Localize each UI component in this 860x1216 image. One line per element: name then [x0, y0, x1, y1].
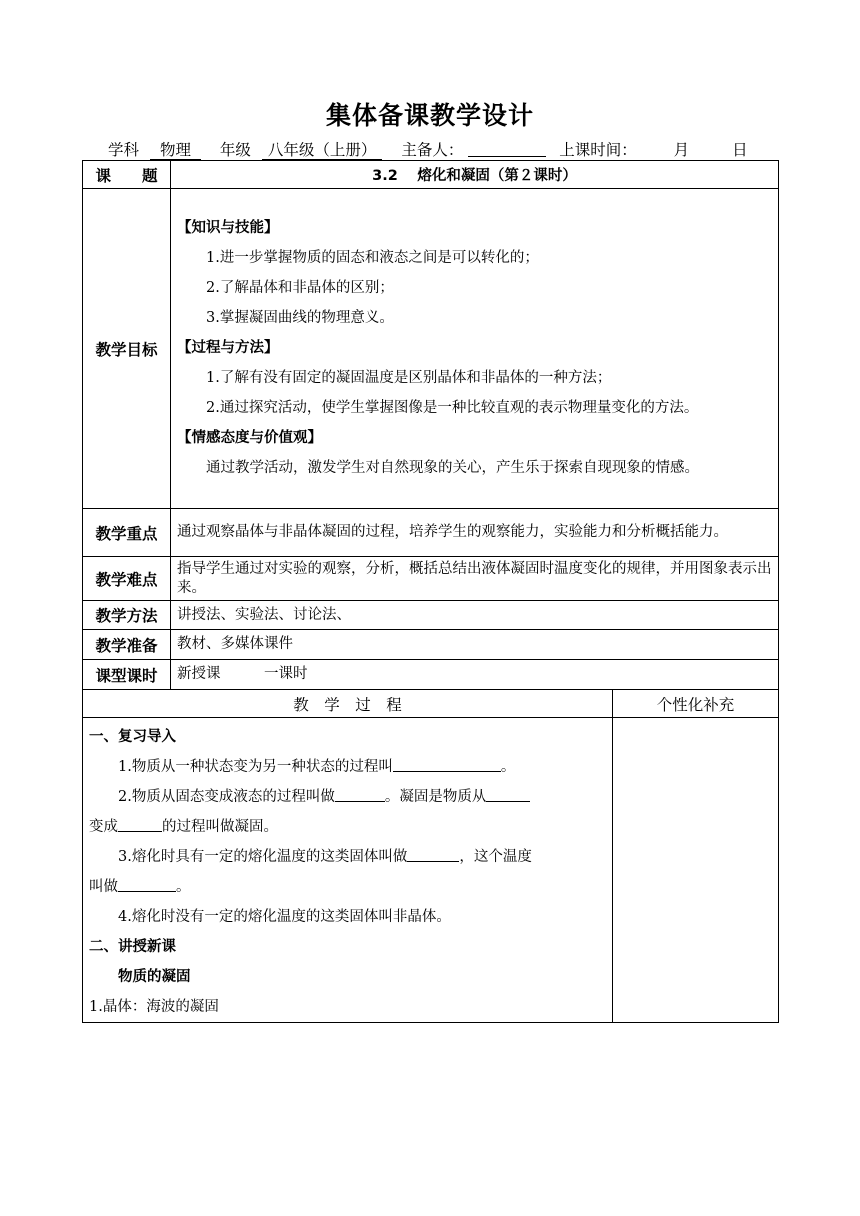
process-header: 教 学 过 程 — [83, 690, 613, 718]
objective-item: 2.了解晶体和非晶体的区别； — [206, 279, 394, 296]
objective-item: 3.掌握凝固曲线的物理意义。 — [206, 309, 394, 326]
supplement-cell — [613, 718, 779, 1023]
answer-blank — [118, 876, 176, 892]
review-question-1: 1.物质从一种状态变为另一种状态的过程叫 。 — [89, 752, 606, 782]
topic-label: 课 题 — [83, 161, 171, 189]
answer-blank — [393, 756, 501, 772]
objective-heading: 【知识与技能】 — [177, 219, 279, 236]
review-question-2: 2.物质从固态变成液态的过程叫做 。凝固是物质从 — [89, 782, 606, 812]
header-meta — [108, 138, 768, 160]
supplement-header: 个性化补充 — [613, 690, 779, 718]
lesson-plan-table — [82, 160, 779, 1023]
key-value: 通过观察晶体与非晶体凝固的过程，培养学生的观察能力，实验能力和分析概括能力。 — [171, 509, 779, 557]
preparer-label: 主备人： — [401, 141, 464, 159]
type-row — [83, 660, 779, 690]
subject-value: 物理 — [150, 142, 201, 160]
objectives-content — [171, 189, 779, 509]
answer-blank — [407, 846, 459, 862]
process-content — [83, 718, 613, 1023]
type-value: 新授课 一课时 — [171, 660, 779, 690]
objective-item: 1.进一步掌握物质的固态和液态之间是可以转化的； — [206, 249, 539, 266]
grade-value: 八年级（上册） — [262, 142, 383, 160]
objective-item: 1.了解有没有固定的凝固温度是区别晶体和非晶体的一种方法； — [206, 369, 612, 386]
topic-row — [83, 161, 779, 189]
objective-heading: 【情感态度与价值观】 — [177, 429, 322, 446]
prep-value: 教材、多媒体课件 — [171, 630, 779, 660]
answer-blank — [335, 786, 385, 802]
difficulty-row — [83, 557, 779, 601]
type-label: 课型课时 — [83, 660, 171, 690]
subsection-heading: 物质的凝固 — [118, 969, 191, 985]
preparer-blank — [468, 141, 546, 157]
key-row — [83, 509, 779, 557]
review-question-3-cont: 叫做 。 — [89, 872, 606, 902]
topic-value: 3.2 熔化和凝固（第２课时） — [171, 161, 779, 189]
answer-blank — [118, 816, 162, 832]
grade-label: 年级 — [219, 141, 251, 159]
day-label: 日 — [732, 141, 748, 159]
method-row — [83, 601, 779, 630]
review-question-2-cont: 变成 的过程叫做凝固。 — [89, 812, 606, 842]
time-label: 上课时间： — [559, 141, 637, 159]
review-question-4: 4.熔化时没有一定的熔化温度的这类固体叫非晶体。 — [118, 909, 451, 925]
key-label: 教学重点 — [83, 509, 171, 557]
objectives-row — [83, 189, 779, 509]
objective-item: 2.通过探究活动，使学生掌握图像是一种比较直观的表示物理量变化的方法。 — [206, 399, 699, 416]
process-row — [83, 718, 779, 1023]
objectives-label: 教学目标 — [83, 189, 171, 509]
prep-row — [83, 630, 779, 660]
section-heading: 二、讲授新课 — [89, 939, 176, 955]
review-question-3: 3.熔化时具有一定的熔化温度的这类固体叫做 ，这个温度 — [89, 842, 606, 872]
difficulty-label: 教学难点 — [83, 557, 171, 601]
month-label: 月 — [673, 141, 690, 159]
subject-label: 学科 — [108, 141, 140, 159]
method-value: 讲授法、实验法、讨论法、 — [171, 601, 779, 630]
method-label: 教学方法 — [83, 601, 171, 630]
answer-blank — [486, 786, 530, 802]
prep-label: 教学准备 — [83, 630, 171, 660]
page-title: 集体备课教学设计 — [325, 101, 534, 130]
objective-heading: 【过程与方法】 — [177, 339, 279, 356]
objective-item: 通过教学活动，激发学生对自然现象的关心，产生乐于探索自现现象的情感。 — [206, 459, 699, 476]
section-heading: 一、复习导入 — [89, 729, 176, 745]
lesson-item: 1.晶体：海波的凝固 — [89, 999, 219, 1015]
process-header-row — [83, 690, 779, 718]
difficulty-value: 指导学生通过对实验的观察，分析，概括总结出液体凝固时温度变化的规律，并用图象表示出来。 — [171, 557, 779, 601]
